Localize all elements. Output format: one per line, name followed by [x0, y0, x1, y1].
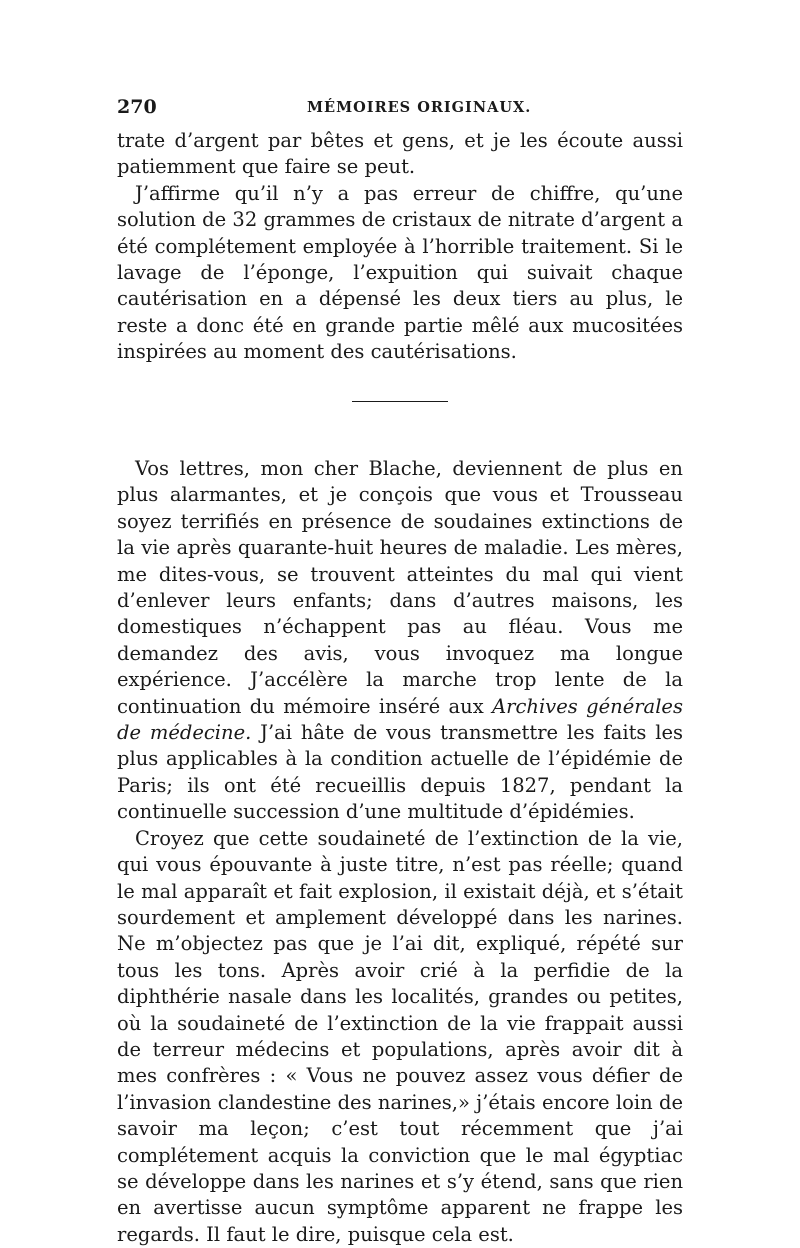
section-2-text — [117, 456, 683, 1248]
paragraph-affirmation: J’affirme qu’il n’y a pas erreur de chiffre, qu’une solution de 32 grammes de cristaux de nitrate d’argent a été complétement employée à l’horrible traitement. Si le lavage de l’éponge, l’expuition qui suivait chaque cautérisation en a dépensé les deux tiers au plus, le reste a donc été en grande partie mêlé aux mucositées inspirées au moment des cautérisations. — [117, 181, 683, 364]
running-title: MÉMOIRES ORIGINAUX. — [307, 99, 532, 116]
section-divider — [352, 401, 448, 402]
section-1-text — [117, 128, 683, 366]
page-number: 270 — [117, 96, 157, 118]
letter-text-start: Vos lettres, mon cher Blache, deviennent de plus en plus alarmantes, et je conçois que vous et Trousseau soyez terrifiés en présence de soudaines extinctions de la vie après quarante-huit heures de maladie. Les mères, me dites-vous, se trouvent atteintes du mal qui vient d’enlever leurs enfants; dans d’autres maisons, les domestiques n’échappent pas au fléau. Vous me demandez des avis, vous invoquez ma longue expérience. J’accélère la marche trop lente de la continuation du mémoire inséré aux — [117, 457, 683, 718]
paragraph-letter — [117, 456, 683, 826]
journal-title: Archives générales de médecine. — [117, 694, 683, 745]
paragraph-continuation: trate d’argent par bêtes et gens, et je les écoute aussi patiemment que faire se peut. — [117, 129, 683, 179]
letter-text-end: J’ai hâte de vous transmettre les faits les plus applicables à la condition actuelle de l’épidémie de Paris; ils ont été recueillis depuis 1827, pendant la continuelle succession d’une multitude d’épidémies. — [117, 721, 683, 824]
paragraph-soudainete: Croyez que cette soudaineté de l’extinction de la vie, qui vous épouvante à juste titre, n’est pas réelle; quand le mal apparaît et fait explosion, il existait déjà, et s’était sourdement et amplement développé dans les narines. Ne m’objectez pas que je l’ai dit, expliqué, répété sur tous les tons. Après avoir crié à la perfidie de la diphthérie nasale dans les localités, grandes ou petites, où la soudaineté de l’extinction de la vie frappait aussi de terreur médecins et populations, après avoir dit à mes confrères : « Vous ne pouvez assez vous défier de l’invasion clandestine des narines,» j’étais encore loin de savoir ma leçon; c’est tout récemment que j’ai complétement acquis la conviction que le mal égyptiac se développe dans les narines et s’y étend, sans que rien en avertisse aucun symptôme apparent ne frappe les regards. Il faut le dire, puisque cela est. — [117, 826, 683, 1246]
page-header — [117, 96, 683, 122]
